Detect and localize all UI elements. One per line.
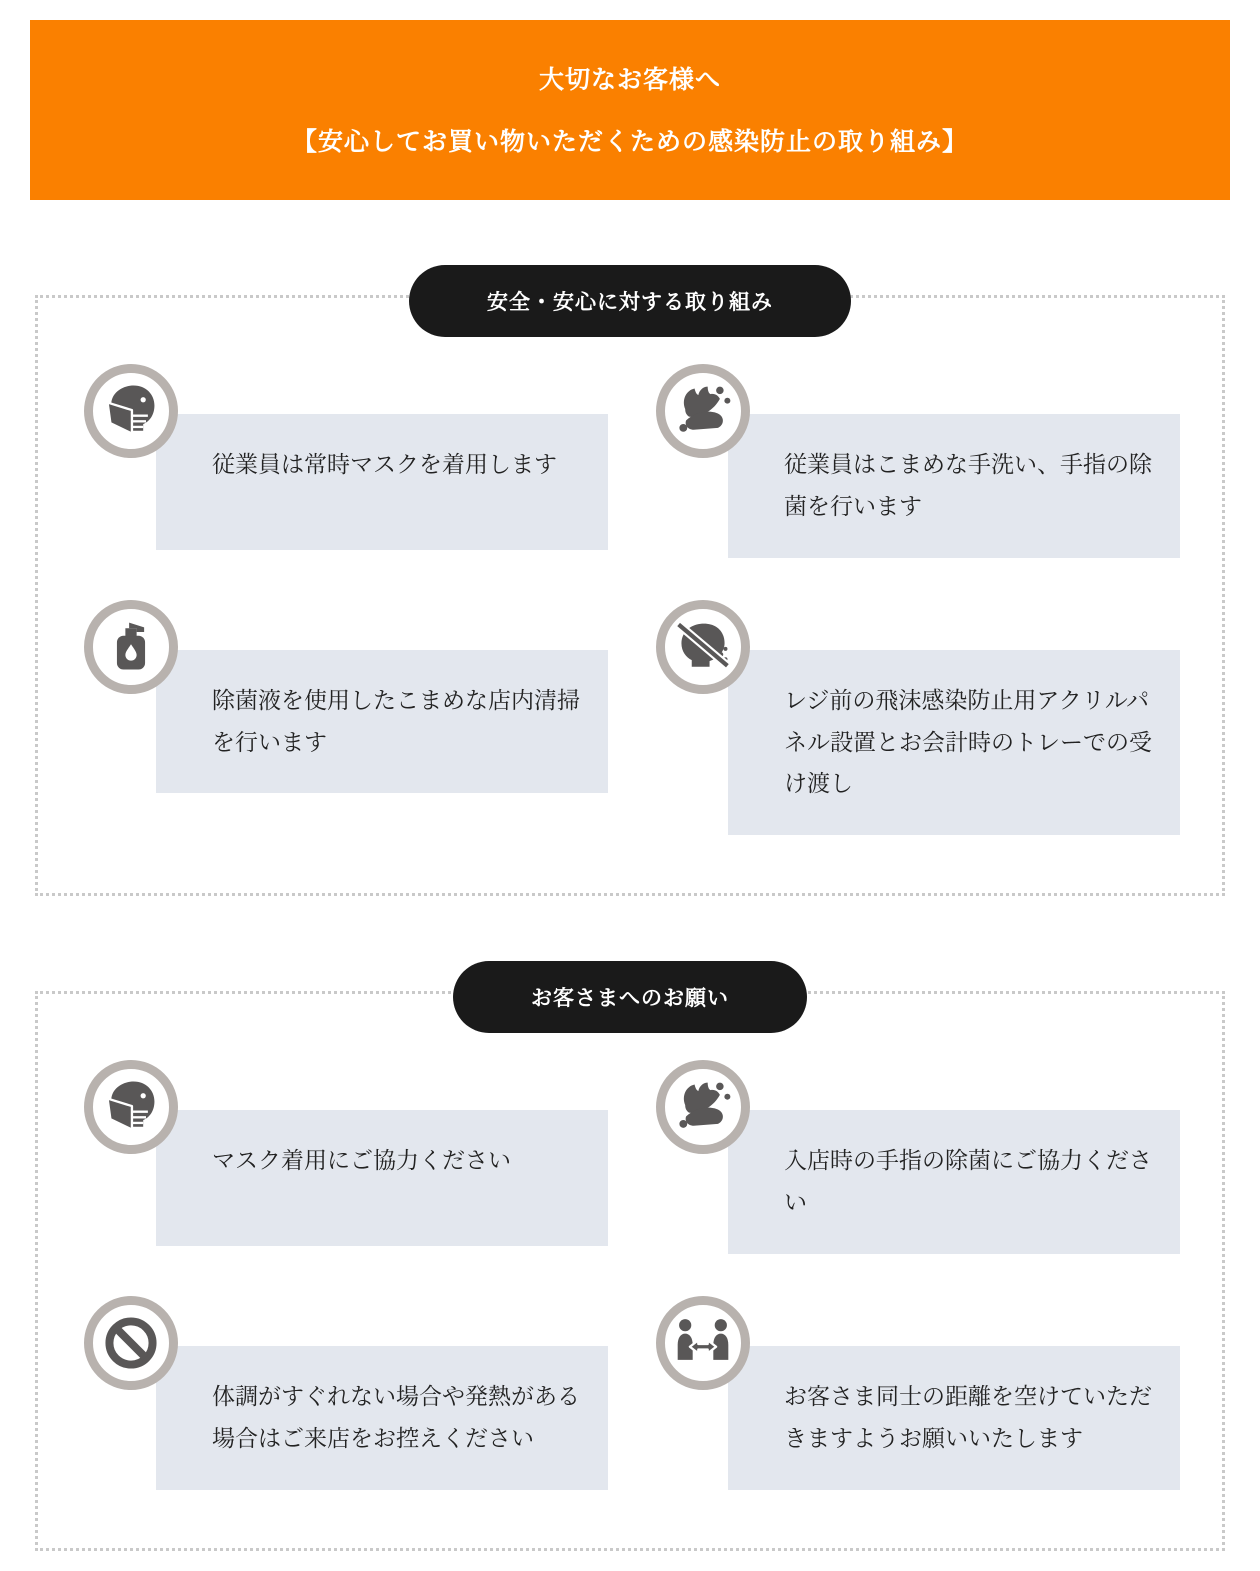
hand-washing-icon xyxy=(673,381,733,441)
measure-text: 従業員は常時マスクを着用します xyxy=(156,414,608,550)
section-title: お客さまへのお願い xyxy=(531,987,729,1011)
measures-section xyxy=(35,987,1225,1550)
item-icon-circle xyxy=(84,1296,178,1390)
measure-item xyxy=(652,364,1180,558)
items-grid xyxy=(80,1060,1180,1489)
prohibition-icon xyxy=(101,1313,161,1373)
item-icon-circle xyxy=(84,600,178,694)
section-title-pill xyxy=(409,265,851,337)
masked-face-icon xyxy=(101,381,161,441)
measure-item xyxy=(80,364,608,558)
measure-item xyxy=(80,1296,608,1490)
measure-text: レジ前の飛沫感染防止用アクリルパネル設置とお会計時のトレーでの受け渡し xyxy=(728,650,1180,836)
banner-title: 大切なお客様へ xyxy=(538,66,721,94)
measure-text: 体調がすぐれない場合や発熱がある場合はご来店をお控えください xyxy=(156,1346,608,1490)
banner-subtitle: 【安心してお買い物いただくための感染防止の取り組み】 xyxy=(291,128,968,156)
measure-text: マスク着用にご協力ください xyxy=(156,1110,608,1246)
measure-text: お客さま同士の距離を空けていただきますようお願いいたします xyxy=(728,1346,1180,1490)
measure-item xyxy=(80,1060,608,1254)
measure-item xyxy=(80,600,608,836)
items-grid xyxy=(80,364,1180,835)
item-icon-circle xyxy=(656,364,750,458)
section-title-pill xyxy=(453,961,807,1033)
cough-prohibited-icon xyxy=(673,617,733,677)
sections xyxy=(0,291,1260,1551)
section-title: 安全・安心に対する取り組み xyxy=(487,291,773,314)
measure-item xyxy=(652,1296,1180,1490)
masked-face-icon xyxy=(101,1077,161,1137)
sanitizer-bottle-icon xyxy=(101,617,161,677)
measures-section xyxy=(35,291,1225,896)
social-distance-icon xyxy=(673,1313,733,1373)
item-icon-circle xyxy=(656,1060,750,1154)
measure-text: 入店時の手指の除菌にご協力ください xyxy=(728,1110,1180,1254)
measure-item xyxy=(652,600,1180,836)
measure-item xyxy=(652,1060,1180,1254)
measure-text: 従業員はこまめな手洗い、手指の除菌を行います xyxy=(728,414,1180,558)
measure-text: 除菌液を使用したこまめな店内清掃を行います xyxy=(156,650,608,794)
item-icon-circle xyxy=(656,1296,750,1390)
notice-banner xyxy=(30,20,1230,200)
hand-washing-icon xyxy=(673,1077,733,1137)
item-icon-circle xyxy=(656,600,750,694)
item-icon-circle xyxy=(84,364,178,458)
item-icon-circle xyxy=(84,1060,178,1154)
